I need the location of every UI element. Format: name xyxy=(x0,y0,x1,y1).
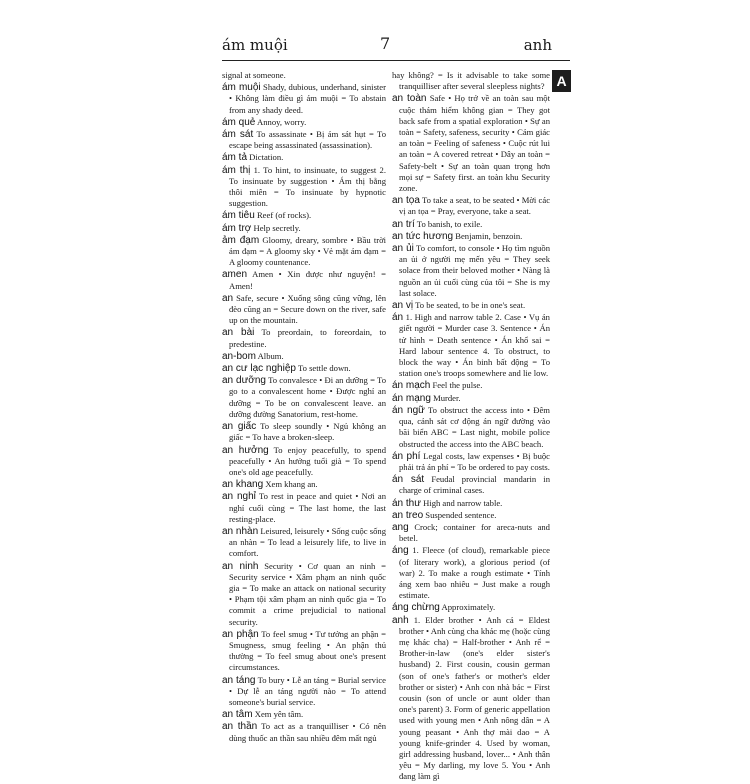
entry-definition: Album. xyxy=(257,350,284,361)
entry-headword: án xyxy=(392,312,404,324)
dictionary-entry xyxy=(222,491,386,525)
entry-headword: an khang xyxy=(222,479,264,491)
dictionary-entry xyxy=(392,231,550,242)
entry-headword: an ninh xyxy=(222,560,259,572)
entry-headword: ám trợ xyxy=(222,222,252,234)
entry-headword: an vị xyxy=(392,300,414,312)
dictionary-entry xyxy=(392,219,550,230)
entry-headword: an tọa xyxy=(392,195,420,207)
entry-definition: signal at someone. xyxy=(222,70,286,80)
page-header xyxy=(222,36,552,62)
entry-headword: an táng xyxy=(222,674,256,686)
dictionary-entry xyxy=(392,380,550,391)
entry-headword: ám quẻ xyxy=(222,116,256,128)
dictionary-entry xyxy=(392,405,550,450)
right-column xyxy=(392,70,550,784)
entry-headword: ám sát xyxy=(222,129,254,141)
entry-definition: To banish, to exile. xyxy=(416,218,483,229)
dictionary-entry xyxy=(392,602,550,613)
header-last-word: anh xyxy=(523,36,552,54)
dictionary-entry xyxy=(222,269,386,291)
entry-definition: To bury • Lễ an táng = Burial service • Dự lễ an táng người nào = To attend someone's burial service. xyxy=(229,674,386,707)
dictionary-entry xyxy=(222,117,386,128)
entry-headword: ám muội xyxy=(222,82,261,94)
entry-definition: Leisured, leisurely • Sống cuộc sống an nhàn = To lead a leisurely life, to live in comfort. xyxy=(229,525,386,559)
header-rule xyxy=(222,60,570,61)
entry-headword: áng xyxy=(392,545,409,557)
entry-definition: Reef (of rocks). xyxy=(256,210,312,221)
dictionary-entry xyxy=(392,545,550,601)
entry-headword: an dưỡng xyxy=(222,375,266,387)
section-tab: A xyxy=(552,70,571,92)
dictionary-entry xyxy=(392,243,550,299)
entry-headword: an cư lạc nghiệp xyxy=(222,363,296,375)
entry-headword: an giấc xyxy=(222,421,257,433)
entry-headword: an phận xyxy=(222,628,259,640)
dictionary-entry xyxy=(222,721,386,743)
entry-headword: áng chừng xyxy=(392,602,440,614)
dictionary-entry xyxy=(222,152,386,163)
dictionary-entry xyxy=(392,93,550,194)
dictionary-entry xyxy=(392,474,550,496)
dictionary-entry xyxy=(392,522,550,544)
entry-definition: Shady, dubious, underhand, sinister • Không làm điều gì ám muội = To abstain from any shady deed. xyxy=(229,82,386,115)
entry-headword: anh xyxy=(392,614,409,626)
entry-headword: an treo xyxy=(392,509,424,521)
dictionary-entry xyxy=(222,561,386,628)
dictionary-entry xyxy=(222,526,386,560)
entry-definition: Xem yên tâm. xyxy=(254,709,304,720)
dictionary-entry xyxy=(222,82,386,116)
dictionary-entry xyxy=(222,293,386,327)
dictionary-entry xyxy=(222,375,386,420)
dictionary-entry xyxy=(392,300,550,311)
entry-headword: án mạch xyxy=(392,380,431,392)
entry-headword: amen xyxy=(222,269,248,281)
entry-headword: an bài xyxy=(222,327,255,339)
dictionary-entry xyxy=(392,615,550,783)
dictionary-entry xyxy=(222,709,386,720)
dictionary-entry xyxy=(392,451,550,473)
entry-definition: Safe • Họ trở về an toàn sau một cuộc thám hiểm không gian = They got back safe from a spatial exploration • Sự an toàn = Safety, safeness, security • Cảm giác an toàn = Feeling of safeness • Cuộc rút lui an toàn = A covered retreat • Dây an toàn = Safety-belt • Sự an toàn quan trọng hơn mọi sự = Safety first. an toàn khu Security zone. xyxy=(399,93,550,194)
entry-definition: High and narrow table. xyxy=(423,497,503,508)
entry-definition: To comfort, to console • Họ tìm nguồn an ủi ở người mẹ mến yêu = They seek solace from their beloved mother • Nàng là nguồn an ủi cuối cùng của tôi = She is my last solace. xyxy=(399,243,551,298)
dictionary-entry xyxy=(392,498,550,509)
entry-definition: Security • Cơ quan an ninh = Security service • Xâm phạm an ninh quốc gia = To make an attack on national security • Phạm tội xâm phạm an ninh quốc gia = To commit a crime prejudicial to national security. xyxy=(229,560,386,627)
dictionary-entry xyxy=(222,675,386,709)
dictionary-entry xyxy=(222,70,386,81)
entry-definition: Crock; container for areca-nuts and betel. xyxy=(399,521,550,544)
entry-definition: Help secretly. xyxy=(253,222,301,233)
entry-definition: To preordain, to foreordain, to predestine. xyxy=(229,327,387,349)
dictionary-entry xyxy=(392,312,550,379)
entry-headword: an-bom xyxy=(222,350,256,362)
entry-definition: To act as a tranquilliser • Có nên dùng thuốc an thần sau nhiều đêm mất ngủ xyxy=(229,721,386,743)
entry-definition: Xem khang an. xyxy=(265,479,318,490)
entry-definition: To be seated, to be in one's seat. xyxy=(415,300,526,311)
entry-definition: Safe, secure • Xuống sông cũng vững, lên đèo cũng an = Secure down on the river, safe up on the mountain. xyxy=(229,292,386,326)
entry-definition: 1. High and narrow table 2. Case • Vụ án giết người = Murder case 3. Sentence • Án tử hình = Death sentence • Án khổ sai = Hard labour sentence 4. To obstruct, to block the way • Án binh bất động = To station one's troops somewhere and lie low. xyxy=(399,312,550,379)
dictionary-entry xyxy=(222,421,386,443)
entry-definition: Annoy, worry. xyxy=(257,116,307,127)
dictionary-entry xyxy=(222,223,386,234)
entry-definition: To take a seat, to be seated • Mời các vị an tọa = Pray, everyone, take a seat. xyxy=(399,195,551,217)
entry-definition: Benjamin, benzoin. xyxy=(455,230,523,241)
dictionary-entry xyxy=(222,445,386,479)
entry-definition: To obstruct the access into • Đêm qua, cảnh sát cơ động án ngữ đường vào bãi biển ABC = Last night, mobile police obstructed the access into the ABC beach. xyxy=(399,404,550,449)
dictionary-entry xyxy=(392,195,550,217)
entry-headword: an xyxy=(222,292,234,304)
entry-definition: 1. Fleece (of cloud), remarkable piece (of literary work), a glorious period (of war) 2. To make a rough estimate • Tính áng xem bao nhiêu = Just make a rough estimate. xyxy=(399,545,550,601)
dictionary-entry xyxy=(222,479,386,490)
entry-definition: hay không? = Is it advisable to take some tranquilliser after several sleepless nights? xyxy=(392,70,550,92)
entry-definition: To assassinate • Bị ám sát hụt = To escape being assassinated (assassination). xyxy=(229,129,386,151)
entry-definition: Suspended sentence. xyxy=(425,509,497,520)
entry-headword: an trí xyxy=(392,218,415,230)
entry-headword: ang xyxy=(392,521,409,533)
entry-definition: To enjoy peacefully, to spend peacefully • An hưởng tuổi già = To spend one's old age peacefully. xyxy=(229,444,387,477)
entry-definition: Gloomy, dreary, sombre • Bầu trời ảm đạm = A gloomy sky • Vẻ mặt ảm đạm = A gloomy countenance. xyxy=(229,234,387,268)
entry-headword: án sát xyxy=(392,474,425,486)
entry-headword: an nghỉ xyxy=(222,491,256,503)
dictionary-entry xyxy=(392,70,550,92)
entry-headword: án mạng xyxy=(392,392,431,404)
dictionary-entry xyxy=(392,393,550,404)
entry-definition: 1. Elder brother • Anh cả = Eldest brother • Anh cùng cha khác mẹ (hoặc cùng mẹ khác cha) = Half-brother • Anh rể = Brother-in-law (one's elder sister's husband) 2. First cousin, cousin german (son of one's father's or mother's elder brother or sister) • Anh con nhà bác = First cousin (son of uncle or aunt older than one's parent) 3. Form of generic appellation used with young men • Anh nông dân = A young peasant • Anh thợ mài dao = A young knife-grinder 4. Used by woman, girl addressing husband, lover... • Anh thân yêu = My darling, my love 5. You • Anh đang làm gì xyxy=(399,614,551,782)
entry-definition: To settle down. xyxy=(297,363,351,374)
entry-definition: Murder. xyxy=(433,392,461,403)
dictionary-entry xyxy=(222,363,386,374)
dictionary-entry xyxy=(222,165,386,210)
entry-headword: án thư xyxy=(392,497,421,509)
dictionary-entry xyxy=(222,629,386,674)
entry-definition: To sleep soundly • Ngủ không an giấc = To have a broken-sleep. xyxy=(229,421,386,443)
entry-headword: an nhàn xyxy=(222,525,259,537)
entry-definition: Dictation. xyxy=(249,152,284,163)
entry-headword: an tâm xyxy=(222,709,253,721)
entry-definition: 1. To hint, to insinuate, to suggest 2. To insinuate by suggestion • Ám thị bằng thôi miên = To insinuate by hypnotic suggestion. xyxy=(229,164,386,209)
entry-headword: án ngữ xyxy=(392,404,425,416)
header-first-word: ám muội xyxy=(222,36,288,54)
entry-headword: an thần xyxy=(222,721,258,733)
entry-headword: ám thị xyxy=(222,164,251,176)
dictionary-entry xyxy=(392,510,550,521)
dictionary-entry xyxy=(222,351,386,362)
dictionary-entry xyxy=(222,210,386,221)
page-number: 7 xyxy=(380,34,391,53)
entry-definition: To feel smug • Tư tưởng an phận = Smugness, smug feeling • An phận thủ thường = To feel smug about one's present circumstances. xyxy=(229,628,386,673)
entry-definition: Feudal provincial mandarin in charge of criminal cases. xyxy=(399,474,550,496)
entry-headword: ám tả xyxy=(222,152,248,164)
entry-headword: an toàn xyxy=(392,93,427,105)
dictionary-entry xyxy=(222,327,386,349)
entry-headword: án phí xyxy=(392,450,421,462)
entry-headword: an tức hương xyxy=(392,230,454,242)
entry-headword: an hưởng xyxy=(222,444,269,456)
entry-definition: Legal costs, law expenses • Bị buộc phải trả án phí = To be ordered to pay costs. xyxy=(399,450,550,472)
left-column xyxy=(222,70,386,745)
dictionary-entry xyxy=(222,235,386,269)
entry-headword: ám tiêu xyxy=(222,210,255,222)
entry-headword: ảm đạm xyxy=(222,234,260,246)
entry-definition: To convalesce • Đi an dưỡng = To go to a convalescent home • Được nghỉ an dưỡng = To be on convalescent leave. an dưỡng đường Sanatorium, rest-home. xyxy=(229,375,386,419)
entry-headword: an ủi xyxy=(392,243,414,255)
entry-definition: Amen • Xin được như nguyện! = Amen! xyxy=(229,269,386,291)
entry-definition: To rest in peace and quiet • Nơi an nghỉ cuối cùng = The last home, the last resting-place. xyxy=(229,491,387,524)
entry-definition: Feel the pulse. xyxy=(432,380,483,391)
entry-definition: Approximately. xyxy=(441,602,496,613)
dictionary-entry xyxy=(222,129,386,151)
